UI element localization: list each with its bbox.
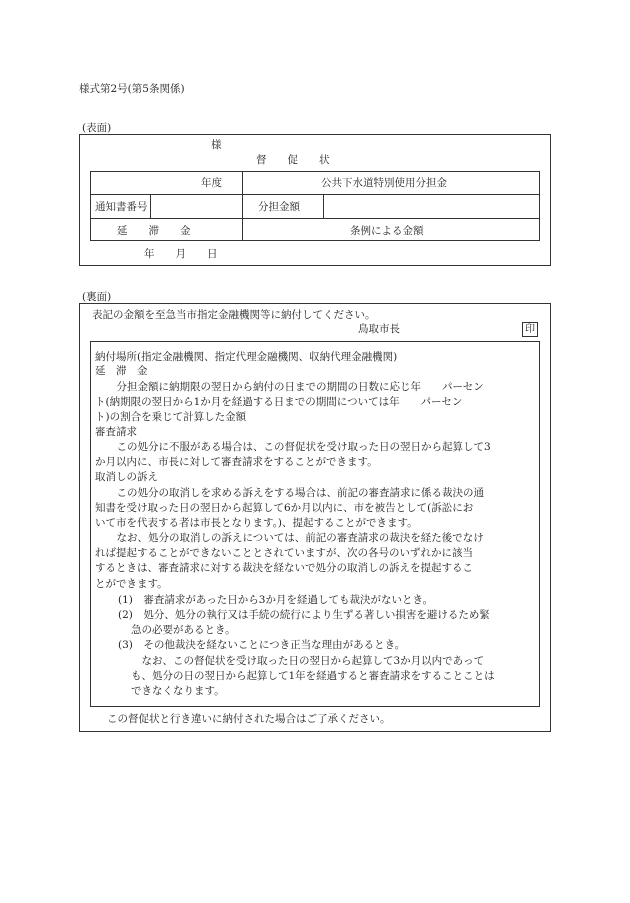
inner-line: 納付場所(指定金融機関、指定代理金融機関、収納代理金融機関) — [95, 351, 398, 363]
recipient-suffix: 様 — [211, 139, 222, 151]
inner-line: 知書を受け取った日の翌日から起算して6か月以内に、市を被告として(訴訟にお — [95, 502, 474, 514]
late-fee-label: 延 滞 金 — [117, 225, 191, 237]
inner-line: できなくなります。 — [131, 685, 225, 697]
inner-line: この処分に不服がある場合は、この督促状を受け取った日の翌日から起算して3 — [106, 441, 491, 453]
date-line: 年 月 日 — [144, 248, 218, 260]
inner-line: 延 滞 金 — [95, 365, 148, 377]
inner-line: ト)の割合を乗じて計算した金額 — [95, 411, 247, 423]
issuer: 鳥取市長 — [358, 323, 400, 335]
inner-line: ト(納期限の翌日から1か月を経過する日までの期間については年 パーセン — [95, 396, 463, 408]
front-title: 督 促 状 — [256, 154, 330, 166]
inner-line: 分担金額に納期限の翌日から納付の日までの期間の日数に応じ年 パーセン — [106, 381, 484, 393]
front-label: (表面) — [82, 122, 112, 134]
notice-number-label: 通知書番号 — [95, 201, 148, 213]
seal-mark: 印 — [522, 322, 538, 337]
inner-line: れば提起することができないこととされていますが、次の各号のいずれかに該当 — [95, 547, 473, 559]
charge-name: 公共下水道特別使用分担金 — [321, 177, 447, 189]
row-divider — [90, 218, 540, 219]
share-amount-label: 分担金額 — [258, 201, 300, 213]
row-divider — [90, 194, 540, 195]
form-number: 様式第2号(第5条関係) — [79, 83, 185, 95]
inner-line: なお、処分の取消しの訴えについては、前記の審査請求の裁決を経た後でなけ — [106, 532, 484, 544]
inner-line: も、処分の日の翌日から起算して1年を経過すると審査請求をすることことは — [131, 670, 495, 682]
late-fee-value: 条例による金額 — [350, 225, 424, 237]
inner-line: 取消しの訴え — [95, 471, 158, 483]
inner-line: とができます。 — [95, 578, 168, 590]
inner-line: (2) 処分、処分の執行又は手続の続行により生ずる著しい損害を避けるため緊 — [118, 609, 490, 621]
inner-line: この処分の取消しを求める訴えをする場合は、前記の審査請求に係る裁決の通 — [106, 487, 484, 499]
closing-note: この督促状と行き違いに納付された場合はご了承ください。 — [107, 713, 391, 725]
col-divider — [323, 194, 324, 218]
inner-line: なお、この督促状を受け取った日の翌日から起算して3か月以内であって — [131, 655, 485, 667]
pay-instruction: 表記の金額を至急当市指定金融機関等に納付してください。 — [92, 309, 376, 321]
inner-line: 急の必要があるとき。 — [131, 624, 236, 636]
inner-line: するときは、審査請求に対する裁決を経ないで処分の取消しの訴えを提起するこ — [95, 562, 473, 574]
fiscal-year-label: 年度 — [201, 177, 222, 189]
col-divider — [150, 194, 151, 218]
inner-line: (1) 審査請求があった日から3か月を経過しても裁決がないとき。 — [118, 594, 434, 606]
col-divider — [242, 171, 243, 241]
back-label: (裏面) — [82, 291, 112, 303]
inner-line: 審査請求 — [95, 426, 137, 438]
inner-line: (3) その他裁決を経ないことにつき正当な理由があるとき。 — [118, 639, 406, 651]
inner-line: いて市を代表する者は市長となります。)、提起することができます。 — [95, 517, 418, 529]
inner-line: か月以内に、市長に対して審査請求をすることができます。 — [95, 456, 378, 468]
